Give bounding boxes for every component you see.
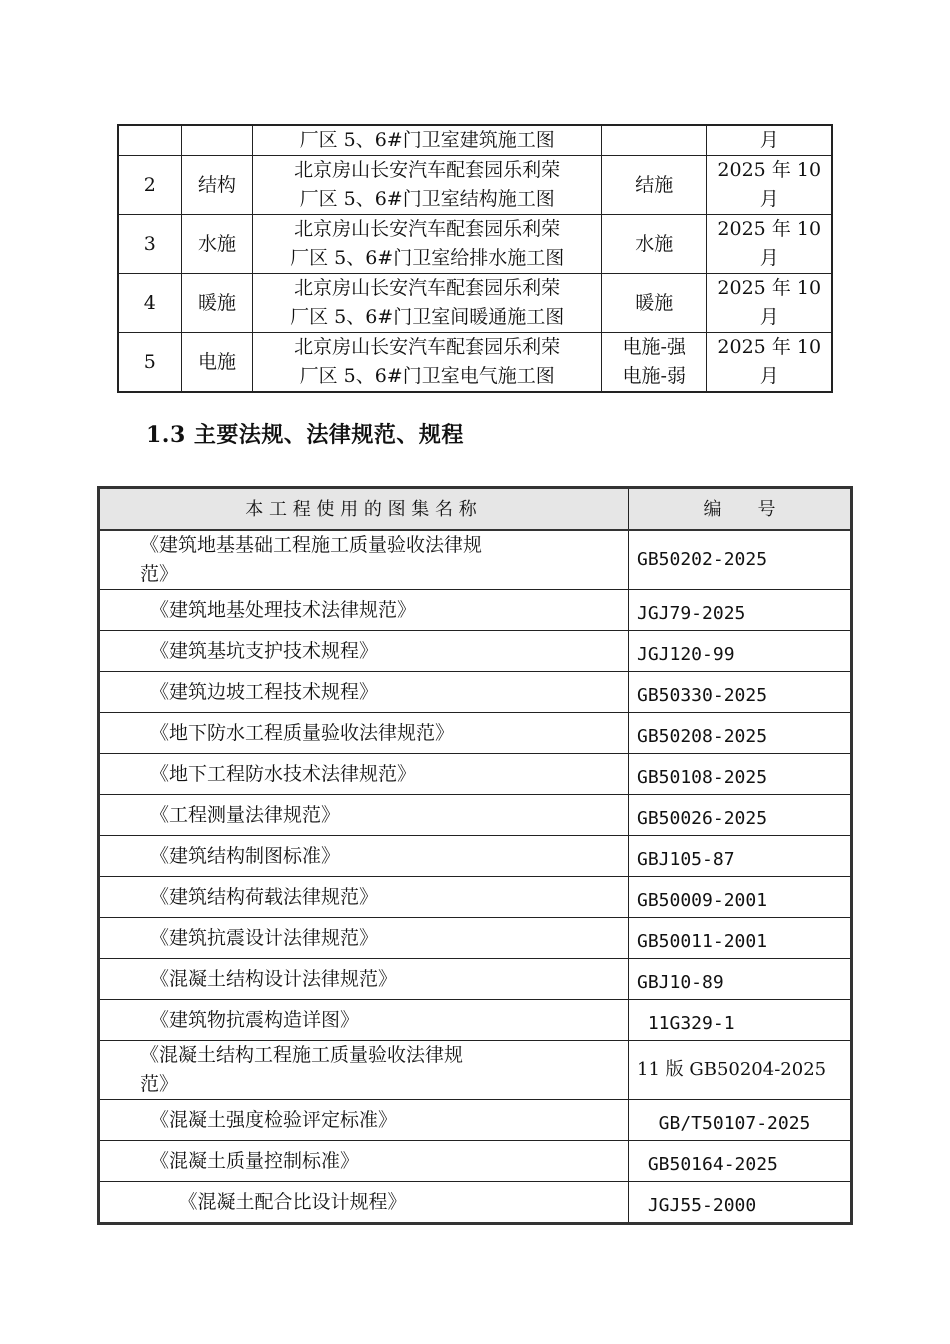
standard-code: GB50108-2025 <box>629 754 852 795</box>
standard-name: 《工程测量法律规范》 <box>99 795 629 836</box>
table-row <box>99 754 852 795</box>
table-row <box>99 918 852 959</box>
table-row <box>99 1100 852 1141</box>
standard-name: 《建筑物抗震构造详图》 <box>99 1000 629 1041</box>
table-row <box>99 590 852 631</box>
standard-name: 《混凝土结构工程施工质量验收法律规 范》 <box>99 1041 629 1100</box>
table-row <box>99 1141 852 1182</box>
standard-code: 11 版 GB50204-2025 <box>629 1041 852 1100</box>
standard-code: GB50011-2001 <box>629 918 852 959</box>
standard-code: GB50026-2025 <box>629 795 852 836</box>
standard-code: GB50202-2025 <box>629 530 852 590</box>
drawings-table <box>117 124 833 393</box>
table-row <box>99 959 852 1000</box>
category-cell: 水施 <box>181 215 253 274</box>
standard-name: 《建筑抗震设计法律规范》 <box>99 918 629 959</box>
standard-name: 《建筑地基处理技术法律规范》 <box>99 590 629 631</box>
date-cell: 月 <box>707 125 832 156</box>
standard-code: 11G329-1 <box>629 1000 852 1041</box>
standard-code: GB/T50107-2025 <box>629 1100 852 1141</box>
standard-code: GBJ10-89 <box>629 959 852 1000</box>
code-cell: 结施 <box>602 156 707 215</box>
standard-name: 《建筑结构制图标准》 <box>99 836 629 877</box>
standard-code: JGJ55-2000 <box>629 1182 852 1224</box>
no-cell: 5 <box>118 333 181 393</box>
category-cell: 暖施 <box>181 274 253 333</box>
section-heading: 1.3 主要法规、法律规范、规程 <box>146 422 464 448</box>
standards-table <box>97 486 853 1225</box>
table-row <box>118 333 832 393</box>
table-row <box>99 1182 852 1224</box>
standard-name: 《建筑基坑支护技术规程》 <box>99 631 629 672</box>
standard-name: 《建筑边坡工程技术规程》 <box>99 672 629 713</box>
standard-name: 《混凝土配合比设计规程》 <box>99 1182 629 1224</box>
standard-name: 《建筑结构荷载法律规范》 <box>99 877 629 918</box>
category-cell <box>181 125 253 156</box>
title-cell: 北京房山长安汽车配套园乐利荣 厂区 5、6#门卫室间暖通施工图 <box>253 274 602 333</box>
date-cell: 2025 年 10 月 <box>707 274 832 333</box>
category-cell: 结构 <box>181 156 253 215</box>
table-row <box>118 274 832 333</box>
category-cell: 电施 <box>181 333 253 393</box>
table-row <box>118 156 832 215</box>
table-row <box>99 631 852 672</box>
standard-name: 《地下工程防水技术法律规范》 <box>99 754 629 795</box>
standard-code: GBJ105-87 <box>629 836 852 877</box>
table-row <box>99 877 852 918</box>
code-cell: 电施-强 电施-弱 <box>602 333 707 393</box>
table-row <box>99 795 852 836</box>
no-cell: 3 <box>118 215 181 274</box>
standard-code: JGJ79-2025 <box>629 590 852 631</box>
table-row <box>99 530 852 590</box>
standard-code: GB50330-2025 <box>629 672 852 713</box>
table-row <box>118 215 832 274</box>
code-cell: 暖施 <box>602 274 707 333</box>
no-cell: 4 <box>118 274 181 333</box>
standard-code: JGJ120-99 <box>629 631 852 672</box>
table-row <box>99 1041 852 1100</box>
header-name: 本 工 程 使 用 的 图 集 名 称 <box>99 488 629 531</box>
table-row <box>99 672 852 713</box>
title-cell: 北京房山长安汽车配套园乐利荣 厂区 5、6#门卫室电气施工图 <box>253 333 602 393</box>
no-cell <box>118 125 181 156</box>
table-row <box>99 836 852 877</box>
code-cell: 水施 <box>602 215 707 274</box>
table-row <box>118 125 832 156</box>
header-code: 编 号 <box>629 488 852 531</box>
standard-code: GB50208-2025 <box>629 713 852 754</box>
table-row <box>99 713 852 754</box>
standard-name: 《混凝土强度检验评定标准》 <box>99 1100 629 1141</box>
no-cell: 2 <box>118 156 181 215</box>
date-cell: 2025 年 10 月 <box>707 156 832 215</box>
standard-name: 《地下防水工程质量验收法律规范》 <box>99 713 629 754</box>
standard-code: GB50009-2001 <box>629 877 852 918</box>
title-cell: 北京房山长安汽车配套园乐利荣 厂区 5、6#门卫室结构施工图 <box>253 156 602 215</box>
title-cell: 北京房山长安汽车配套园乐利荣 厂区 5、6#门卫室给排水施工图 <box>253 215 602 274</box>
standard-name: 《混凝土结构设计法律规范》 <box>99 959 629 1000</box>
code-cell <box>602 125 707 156</box>
standard-name: 《混凝土质量控制标准》 <box>99 1141 629 1182</box>
title-cell: 厂区 5、6#门卫室建筑施工图 <box>253 125 602 156</box>
date-cell: 2025 年 10 月 <box>707 333 832 393</box>
table-row <box>99 1000 852 1041</box>
date-cell: 2025 年 10 月 <box>707 215 832 274</box>
standard-name: 《建筑地基基础工程施工质量验收法律规 范》 <box>99 530 629 590</box>
table-header-row <box>99 488 852 531</box>
standard-code: GB50164-2025 <box>629 1141 852 1182</box>
